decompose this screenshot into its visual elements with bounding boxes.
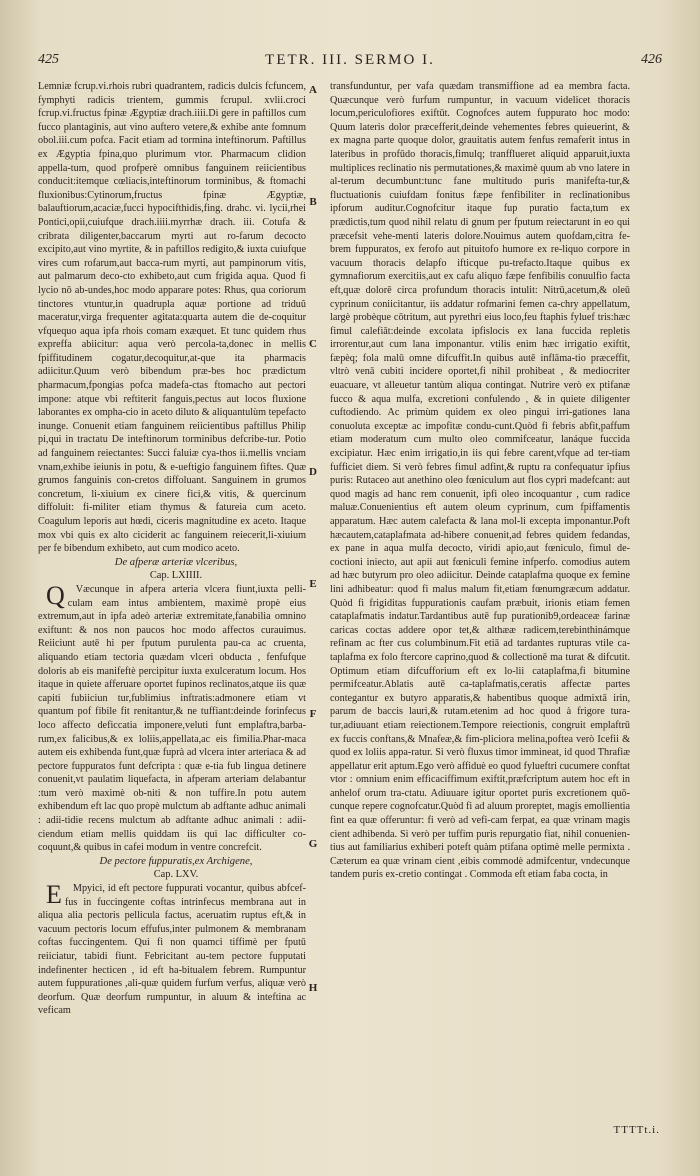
- page-header: [38, 52, 662, 76]
- section-heading-pectore: De pectore fuppuratis,ex Archigene,: [99, 855, 253, 867]
- right-paragraph-1: transfunduntur, per vafa quædam transmiffione ad ea membra facta. Quæcunque verò furfum rumpuntur, in vacuum videlicet thoracis locum,periculofiores exiftūt. Cognofces autem fuppurato hoc modo: Quum lateris dolor præcefferit,deinde vehementes febres quieuerint, & ex magna parte quoque dolor, grauitatis autem fenfus remaferit intus in lateribus in profūdo thoracis,fimulq; tranfflueret aliquid apparuit,iuxta multiplices reclinatio nis permutationes,& maximè quum ab vno latere in al-terum decumbunt:tunc fane multitudo puris manifefta-tur,& fluctuationis cuiufdam fonitus fæpe fenfibiliter in reclinationibus ipforum auditur.Cognofcitur itaque fup puratio facta,tum ex prædictis,tum quod nihil relatu di gnum per fputum reiectarunt in eo qui præcefsit vehe-menti lateris dolore.Nouimus autem quofdam,citra fe-brem fuppuratos, ex ferofo aut pituitofo humore ex re-liquo corpore in vacuum thoracis delapfo ifticque pu-trefacto.Itaque quibus ex gymnafiorum exercitiis,aut ex cafu aliquo fæpe fenfibilis conuulfio facta eft,quæ dolorē circa profundum thoracis intulit: Nitrū,acetum,& oleū cyprinum coniicitantur, iis addatur rofmarini femen ca-chry appellatum, largè probèque cōtritum, aut pyrethri eius loco,feu ftaphis fyluef tris:hæc fimul calefiāt:deinde excolata ipfislocis ex lana fuccida repletis irrorentur,aut cum lana imponantur. vtilis enim hæc irrigatio exiftit, fæpèq; fola malū omne difcuffit.In quibus autē inflāma-tio præceffit, vltrò venā cubiti incidere oportet,fi nihil prohibeat , & mediocriter euacuare, vt alleuetur tantùm aliqua contingat. Nutrire verò ex ptifanæ fucco & aqua mulfa, excretioni confulendo , & in quiete diligenter cuftodiendo. Ac primùm quidem ex oleo pingui irri-gationes lana conuoluta exceptæ ac impofitæ condu-cunt.Quòd fi febris abfit,paffum etiam moderatum cum multo oleo commifceatur, lanáque fuccida excipiatur. Hæc enim irrigatio,in iis qui febre carent,vfque ad ter-tiam fufficiet diem. Si verò febres fimul adfint,& ruptu ra confequatur ipfius puris: Rutaceo aut anethino oleo fœniculum aut flos cypri madefcant: aut quod magis ad hanc rem conuenit, ipfi oleo incoquantur , cum radice maluæ.Conuenientius eft autem oleum cyprinum, cum fpiffamentis apparatum. Hæc autem calefacta & lana mol-li excepta imponantur.Poft hæcautem,cataplafmata ad-hibere conuenit,ad febres quidem fedandas, ex pane in aqua mulfa decocto, viridi apio,aut fœniculo, fimul de-coctioni iniecto, aut apii aut fœniculi femine infperfo. comodius autem ad hæc butyrum pro oleo adiicitur. Deinde cataplafma quoque ex femine lini adhibeatur: quod fi malus malum fit,etiam fœnumgræcum addatur. Quòd fi frigiditas fuppurationis caufam præbuit, irionis etiam femen cataplafmatis indatur.Tardantibus autē fup purationib9,ordeaceæ farinæ caricas coctas addere opor tet,& althææ radicem,terebinthinámque refinam ac fter cus columbinum.Fit etiā ad tardantes rupturas vtile ca-taplafma ex folo ftercore caprino,quod & collectionē ma turat & difcutit. Optimum etiam difcufforium eft ex lo-lii cataplafma,fi bitumine permifceatur.Ablatis autē ca-taplafmatis,ceratis affectæ partes contegantur ex butyro apparatis,& habentibus quoque admixtā irin, parum de baccis lauri,& rutam.etenim ad hoc quod à frigore tura-tur,adiuuant etiam reiectionem.Tempore reiectionis, congruit emplaftrū ex fuccis conftans,& Mnafeæ,& fim-pliciora melina,poftea verò Icefii & quod ex loliis appa-ratur. Si verò fluxus timor immineat, id quod Thrafiæ appellatur erit aptum.Ego verò affiduè eo quod fylueftri cucumere conftat vtor : omnium enim efficaciffimum exiftit,præfcriptum autem hoc eft in anhelof orum tra-ctatu. Adiuuare igitur oportet puris excretionem quō-cunque repere cognofcatur.Quòd fi ad aluum proreptet, magis emollientia fint ea quæ offeruntur: fi verò ad vefi-cam ferpat, ea quæ vrinam magis cient adhibenda. Si verò per tuffim puris repurgatio fiat, nihil conuenien-tius aut familiarius exhiberi poteft quàm ptifana optimè melle permixta . Cæterum ea quæ vrinam cient ,eibis commodè admifcentur, vndecunque tandem puris ex-cretio contingat . Commoda eft etiam faba cocta, in: [330, 81, 630, 881]
- left-paragraph-2: QVæcunque in afpera arteria vlcera fiunt,iuxta pelli-culam eam intus ambientem, maximè propè eius extremum,aut in ipfa adeò arteriæ extremitate,fanabilia omnino exiftunt: & nos non paucos hoc modo affectos curauimus. Reiiciunt autē hi per fputum purulenta pau-ca ac cruenta, aliquando etiam tectoria quædam vlceri obducta , fenfufque doloris ab eis manifeftè percipitur iuxta exulceratum locum. Hos itaque in quiete afferuare oportet fupinos reclinatos,atque iis quæ capiti fubiiciun tur,fublimius inftratis:admonere etiam vt quantum pof fibile fit renitantur,& ne tuffiant:deinde forinfecus loco affecto deficcatia imponere,veluti funt emplaftra,barba-rum,ex falicibus,& ex loliis,appellata,ac eis fimilia.Phar-maca autem eis exhibenda funt,quæ fuprà ad vlcera inter arteriaca & ad pectore fuppuratos funt defcripta : quæ e-tia fub lingua detinere conuenit,vt paulatim liquefacta, in afperam arteriam delabantur :tum verò maximè ob-niti & non tuffire.In potu autem exhibendum eft lac quo propè mulctum ab adftante adhuc animali : adii-tidie recens mulctum ab adftante adhuc animali : adii-ciendum etiam mellis quiddam iis qui lac difficulter co-coquunt,& quibus in cafei modum in ventre concrefcit.: [38, 580, 306, 854]
- margin-letter-f: F: [309, 708, 317, 720]
- margin-letter-d: D: [309, 466, 317, 478]
- signature-mark: TTTTt.i.: [613, 1124, 660, 1136]
- section-heading-arteria: De afperæ arteriæ vlceribus,: [114, 556, 238, 568]
- running-title: TETR. III. SERMO I.: [265, 52, 435, 68]
- margin-letter-e: E: [309, 578, 317, 590]
- margin-letter-h: H: [308, 982, 318, 994]
- left-column: [38, 80, 306, 1120]
- margin-letter-c: C: [309, 338, 317, 350]
- margin-letter-g: G: [308, 838, 318, 850]
- margin-letter-b: B: [309, 196, 317, 208]
- page-number-right: 426: [641, 52, 662, 67]
- margin-letter-a: A: [309, 84, 317, 96]
- chapter-label-65: Cap. LXV.: [153, 869, 199, 881]
- left-paragraph-3: EMpyici, id eft pectore fuppurati vocantur, quibus abfcef-fus in fuccingente coftas intrinfecus membrana aut in aliqua alia pectoris pellicula factus, aceruatim ruptus eft,& in vacuum pectoris locum effufus,inter pulmonem & membranam coftas fuccingentem. Qui fi non quamci tiffimè per fputū reiiciatur, tabidi fiunt. Febricitant au-tem pectore fupputati indefinenter hecticen , id eft ha-bitualem febrem. Rumpuntur autem fuppurationes ,ali-quæ quidem furfum verfus, aliquæ verò deorfum. Quæ deorfum rumpuntur, in aluum & inteftina ac veficam: [38, 880, 306, 1017]
- page-number-left: 425: [38, 52, 59, 67]
- right-column: [330, 80, 630, 1120]
- left-paragraph-1: Lemniæ fcrup.vi.rhois rubri quadrantem, radicis dulcis fcfuncem, fymphyti radicis trientem, gummis fcrupul. xvlii.croci fcrup.vi.fructus fpinæ Ægyptiæ drach.iiii.Di gere in paftillos cum fucco plantaginis, aut vino auftero vetere,& exhibe ante fomnum obol.iii.cum pofca. Facit etiam ad tormina inteftinorum. Paftillus ex Ægyptia fpina,quo plurimum vtor. Pharmacum clidion appella-tum, quod profperè omnibus fanguinem reiicientibus conducit:itemque cœliacis,inteftinorum torminibus, & ftomachi fluxionibus:Cytinorum,fructus fpinæ Ægyptiæ, balauftiorum,acaciæ,fucci hypocifthidis,fing. drahc. vi. lycii,rhei Pontici,opii,cuiufque drach.iiii.myrrhæ drach. iii. Cotufa & cribrata diligenter,baccarum myrti aut ro-farum decocto excipito,aut vino myrtite, & in paftillos redigito,& iuxta cuiufque vires cum rofarum,aut bacca-rum myrti, aut pampinorum vitis, aut palmarum deco-cto exhibeto,aut cum frigida aqua. Quod fi lycio nō ab-undes,hoc modo apparare potes: Rhus, qua coriorum tinctores vtuntur,in quadrupla aquæ portione ad triduũ maceratur,virga frequenter agitata:quarta autem die de-coquitur vfquequo aqua ipfa rhois comam exæquet. Et tunc quidem rhus expreffa abiicitur: aqua verò percola-ta,donec in mellis fpiffitudinem cogatur,decoquitur,at-que ita pharmacis adiicitur.Quum verò bibendum præ-bes hoc prædictum pharmacum,fpongias pofca madefa-ctas ftomacho aut pectori impone: atque vbi reftiterit fanguis,pectus aut locos fluxione laborantes ex ompha-cio in aceto diluto & aliquantulùm tepefacto inunge. Conuenit etiam fanguinem reiicientibus paftillus Philip pi,qui in tractatu De inteftinorum torminibus defcribe-tur. Potio ad fanguinem reiectantes: Succi faluiæ cya-thos ii.mellis vnciam vnam,exhibe ieiunis in potu, & e-ueftigio fanguinem fiftes. Quæ grumos fanguinis con-cretos diffoluant. Sanguinem in grumos concretum, li-xiuium ex cinere fici,& vitis, & quercinum diffoluit: fi-militer etiam thymus & fatureia cum aceto. Coagulum leporis aut hœdi, ciceris magnitudine ex aceto. Itaque mox vbi quis ex alto ciciderit ac fanguinem reiecerit,li-xiuium per fe bibendum exhibeto, aut cum modico aceto.: [38, 81, 306, 555]
- chapter-label-64: Cap. LXIIII.: [149, 570, 203, 582]
